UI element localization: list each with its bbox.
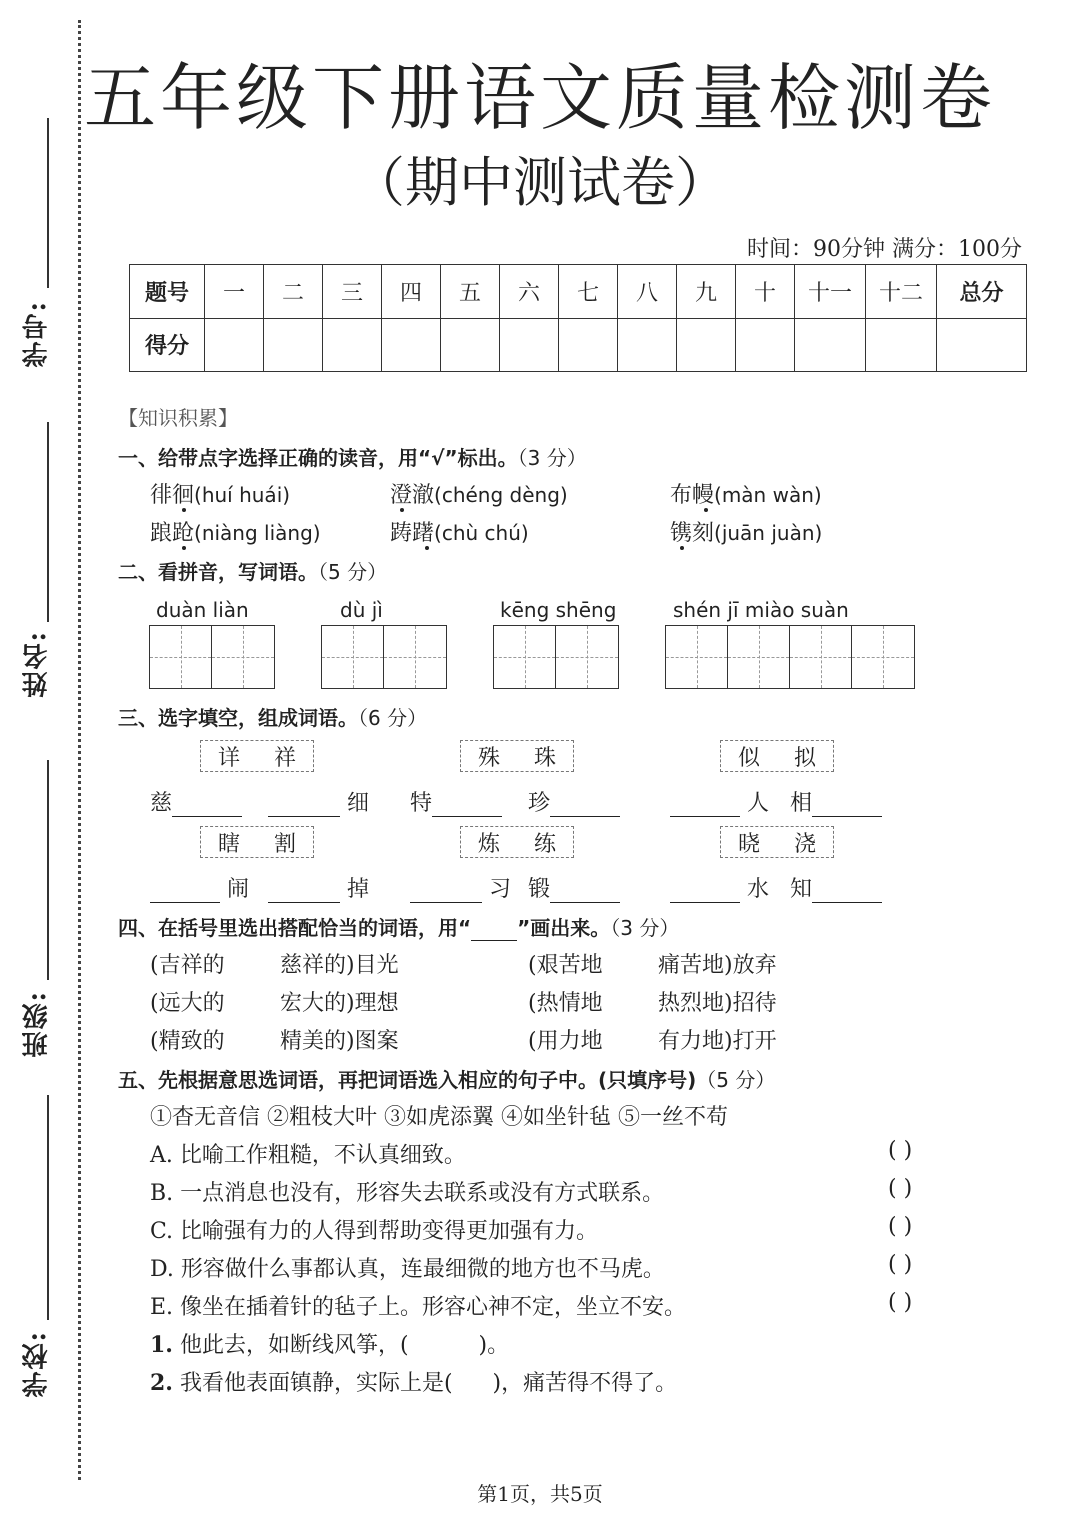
question-5-points: （5 分） — [696, 1068, 776, 1092]
q2-pinyin: dù jì — [340, 598, 383, 622]
writing-grid[interactable] — [493, 625, 619, 689]
q1-word: 踉跄 — [150, 521, 195, 546]
page-subtitle: （期中测试卷） — [351, 151, 729, 214]
fill-item[interactable]: 人 — [670, 786, 769, 817]
score-row-label: 得分 — [130, 318, 205, 372]
q2-pinyin: kēng shēng — [500, 598, 617, 622]
q1-word: 镌刻 — [670, 521, 715, 546]
fill-item[interactable]: 知 — [790, 872, 882, 903]
question-1-text: 一、给带点字选择正确的读音，用“√”标出。 — [118, 446, 518, 470]
writing-grid[interactable] — [149, 625, 275, 689]
answer-paren[interactable]: ( ) — [888, 1214, 913, 1239]
choice-box: 晓 浇 — [720, 826, 834, 858]
choice-box: 殊 珠 — [460, 740, 574, 772]
question-4-text-end: ”画出来。 — [517, 916, 611, 940]
q1-item[interactable] — [670, 516, 822, 547]
score-header-cell: 三 — [323, 265, 382, 319]
q4-option[interactable]: (吉祥的 — [150, 953, 225, 978]
question-2-text: 二、看拼音，写词语。 — [118, 560, 318, 584]
score-header-cell: 六 — [500, 265, 559, 319]
question-5-text: 五、先根据意思选词语，再把词语选入相应的句子中。(只填序号) — [118, 1068, 697, 1092]
page-title: 五年级下册语文质量检测卷 — [83, 56, 996, 140]
score-cell[interactable] — [736, 318, 795, 372]
score-header-cell: 七 — [559, 265, 618, 319]
school-label: 学校: — [22, 1330, 52, 1398]
score-header-cell: 一 — [205, 265, 264, 319]
score-table — [129, 264, 1027, 372]
q4-option[interactable]: (用力地 — [528, 1029, 603, 1054]
school-line[interactable] — [47, 1095, 49, 1320]
q4-option[interactable]: 有力地)打开 — [658, 1029, 777, 1054]
q5-sentence-1[interactable]: 1. 他此去，如断线风筝，( )。 — [150, 1332, 510, 1358]
q5-definition: D. 形容做什么事都认真，连最细微的地方也不马虎。 — [150, 1257, 665, 1282]
question-5-title — [118, 1064, 775, 1093]
fill-item[interactable]: 细 — [268, 786, 369, 817]
emphasis-dot — [425, 546, 429, 550]
q1-pinyin: (niàng liàng) — [194, 521, 321, 545]
score-header-cell: 题号 — [130, 265, 205, 319]
q5-sentence-2[interactable]: 2. 我看他表面镇静，实际上是( )，痛苦得不得了。 — [150, 1370, 678, 1396]
score-header-cell: 五 — [441, 265, 500, 319]
choice-box: 似 拟 — [720, 740, 834, 772]
q1-word: 布幔 — [670, 483, 715, 508]
score-cell[interactable] — [559, 318, 618, 372]
score-header-cell: 总分 — [937, 265, 1027, 319]
q1-pinyin: (chù chú) — [434, 521, 529, 545]
q5-definition: A. 比喻工作粗糙，不认真细致。 — [150, 1143, 466, 1168]
score-cell[interactable] — [937, 318, 1027, 372]
emphasis-dot — [182, 546, 186, 550]
q1-pinyin: (màn wàn) — [714, 483, 822, 507]
emphasis-dot — [182, 508, 186, 512]
score-table-score-row — [130, 318, 1027, 372]
score-cell[interactable] — [441, 318, 500, 372]
score-cell[interactable] — [618, 318, 677, 372]
question-3-text: 三、选字填空，组成词语。 — [118, 706, 358, 730]
q1-word: 踌躇 — [390, 521, 435, 546]
q4-option[interactable]: (艰苦地 — [528, 953, 603, 978]
emphasis-dot — [704, 508, 708, 512]
score-header-cell: 十二 — [866, 265, 937, 319]
class-label: 班级: — [22, 990, 52, 1058]
q2-pinyin: duàn liàn — [156, 598, 249, 622]
question-1-title — [118, 442, 587, 471]
name-label: 姓名: — [22, 630, 52, 698]
choice-box: 炼 练 — [460, 826, 574, 858]
q1-item[interactable] — [150, 516, 321, 547]
fill-item[interactable]: 掉 — [268, 872, 369, 903]
q1-word: 徘徊 — [150, 483, 195, 508]
q1-item[interactable] — [390, 516, 529, 547]
fill-item[interactable]: 闹 — [150, 872, 249, 903]
q1-pinyin: (juān juàn) — [714, 521, 823, 545]
question-2-title — [118, 556, 387, 585]
fill-item[interactable]: 特 — [410, 786, 502, 817]
score-cell[interactable] — [677, 318, 736, 372]
q4-option[interactable]: (远大的 — [150, 991, 225, 1016]
fill-item[interactable]: 习 — [410, 872, 511, 903]
score-header-cell: 九 — [677, 265, 736, 319]
question-1-points: （3 分） — [517, 446, 587, 470]
q4-option[interactable]: 精美的)图案 — [280, 1029, 399, 1054]
score-cell[interactable] — [795, 318, 866, 372]
choice-box: 瞎 割 — [200, 826, 314, 858]
q5-options: ①杳无音信 ②粗枝大叶 ③如虎添翼 ④如坐针毡 ⑤一丝不苟 — [150, 1105, 728, 1130]
score-header-cell: 二 — [264, 265, 323, 319]
question-4-title — [118, 912, 679, 941]
answer-paren[interactable]: ( ) — [888, 1176, 913, 1201]
emphasis-dot — [680, 546, 684, 550]
score-header-cell: 十 — [736, 265, 795, 319]
q1-item[interactable] — [390, 478, 568, 509]
q5-definition: B. 一点消息也没有，形容失去联系或没有方式联系。 — [150, 1181, 665, 1206]
score-cell[interactable] — [264, 318, 323, 372]
q1-pinyin: (chéng dèng) — [434, 483, 568, 507]
answer-paren[interactable]: ( ) — [888, 1138, 913, 1163]
q1-word: 澄澈 — [390, 483, 435, 508]
score-cell[interactable] — [323, 318, 382, 372]
score-header-cell: 十一 — [795, 265, 866, 319]
score-cell[interactable] — [205, 318, 264, 372]
question-4-points: （3 分） — [610, 916, 680, 940]
q1-item[interactable] — [150, 478, 290, 509]
emphasis-dot — [400, 508, 404, 512]
q5-definition: E. 像坐在插着针的毡子上。形容心神不定，坐立不安。 — [150, 1295, 687, 1320]
binding-dashed-line — [78, 20, 81, 1480]
q4-option[interactable]: 慈祥的)目光 — [280, 953, 399, 978]
question-4-text: 四、在括号里选出搭配恰当的词语，用“ — [118, 916, 472, 940]
score-cell[interactable] — [382, 318, 441, 372]
fill-item[interactable]: 慈 — [150, 786, 242, 817]
q5-definition: C. 比喻强有力的人得到帮助变得更加强有力。 — [150, 1219, 599, 1244]
score-header-cell: 八 — [618, 265, 677, 319]
answer-paren[interactable]: ( ) — [888, 1290, 913, 1315]
writing-grid[interactable] — [321, 625, 447, 689]
q1-pinyin: (huí huái) — [194, 483, 291, 507]
answer-paren[interactable]: ( ) — [888, 1252, 913, 1277]
fill-item[interactable]: 相 — [790, 786, 882, 817]
score-header-cell: 四 — [382, 265, 441, 319]
question-2-points: （5 分） — [318, 560, 388, 584]
q4-option[interactable]: (热情地 — [528, 991, 603, 1016]
page-footer: 第1页，共5页 — [477, 1482, 603, 1506]
class-line[interactable] — [47, 760, 49, 980]
time-info: 时间：90分钟 满分：100分 — [747, 237, 1022, 262]
score-cell[interactable] — [500, 318, 559, 372]
q4-option[interactable]: 宏大的)理想 — [280, 991, 399, 1016]
q1-item[interactable] — [670, 478, 822, 509]
q4-option[interactable]: 痛苦地)放弃 — [658, 953, 777, 978]
score-cell[interactable] — [866, 318, 937, 372]
fill-item[interactable]: 锻 — [528, 872, 620, 903]
score-table-header-row — [130, 265, 1027, 319]
choice-box: 详 祥 — [200, 740, 314, 772]
q2-pinyin: shén jī miào suàn — [673, 598, 849, 622]
fill-item[interactable]: 珍 — [528, 786, 620, 817]
fill-item[interactable]: 水 — [670, 872, 769, 903]
section-category: 【知识积累】 — [118, 406, 238, 430]
student-id-label: 学号: — [22, 300, 52, 368]
question-3-points: （6 分） — [358, 706, 428, 730]
q4-option[interactable]: 热烈地)招待 — [658, 991, 777, 1016]
name-line[interactable] — [47, 422, 49, 622]
q4-option[interactable]: (精致的 — [150, 1029, 225, 1054]
question-3-title — [118, 702, 427, 731]
writing-grid[interactable] — [665, 625, 915, 689]
